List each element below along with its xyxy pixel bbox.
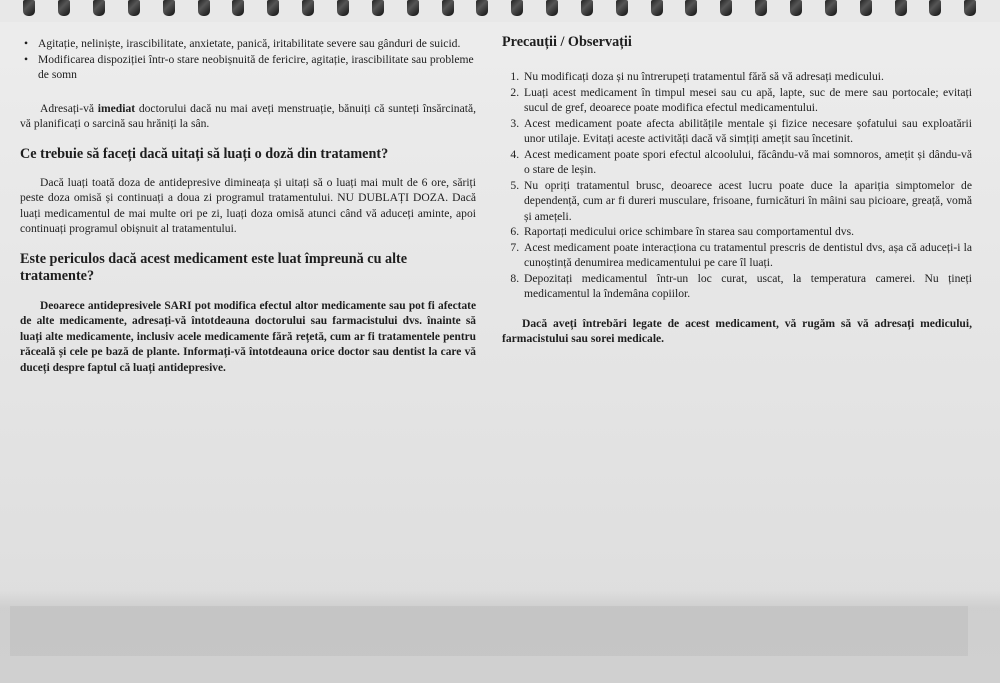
binding-ring [407,0,419,16]
binding-ring [476,0,488,16]
binding-ring [163,0,175,16]
section-heading-precautions: Precauții / Observații [502,34,632,50]
binding-ring [651,0,663,16]
section-heading-interactions: Este periculos dacă acest medicament este luat împreună cu alte tratamente? [20,250,408,284]
contact-paragraph: Dacă aveți întrebări legate de acest medicament, vă rugăm să vă adresați medicului, farmacistului sau sorei medicale. [502,316,972,345]
list-item: • Modificarea dispoziției într-o stare neobișnuită de fericire, agitație, irascibilitate sau probleme de somn [38,52,476,83]
binding-ring [93,0,105,16]
binding-ring [128,0,140,16]
binding-ring [929,0,941,16]
section-heading-missed-dose: Ce trebuie să faceți dacă uitați să luați o doză din tratament? [20,145,389,162]
binding-ring [685,0,697,16]
binding-ring [755,0,767,16]
list-item: 7. Acest medicament poate interacționa cu tratamentul prescris de dentistul dvs, așa că aduceți-i la cunoștință denumirea medicamentului pe care îl luați. [522,240,972,271]
binding-ring [302,0,314,16]
list-item: 5. Nu opriți tratamentul brusc, deoarece acest lucru poate duce la apariția simptomelor de dependență, cum ar fi dureri musculare, frisoane, furnicături în mâini sau picioare, greață, vomă și amețeli. [522,178,972,225]
binding-ring [895,0,907,16]
binding-ring [790,0,802,16]
binding-ring [58,0,70,16]
binding-ring [267,0,279,16]
binding-ring [511,0,523,16]
binding-ring [232,0,244,16]
list-item: 8. Depozitați medicamentul într-un loc curat, uscat, la temperatura camerei. Nu țineți medicamentul la îndemâna copiilor. [522,271,972,302]
binding-ring [442,0,454,16]
list-item: 6. Raportați medicului orice schimbare în starea sau comportamentul dvs. [522,224,972,240]
paragraph-text: doctorului dacă nu mai aveți menstruație, bănuiți că sunteți însărcinată, vă planificați o sarcină sau hrăniți la sân. [20,101,476,130]
emphasis-text: imediat [97,101,136,115]
binding-ring [616,0,628,16]
interactions-paragraph: Deoarece antidepresivele SARI pot modifica efectul altor medicamente sau pot fi afectate de alte medicamente, adresați-vă întotdeauna doctorului sau farmacistului dvs. înainte să luați alte medicamente, inclusiv acele medicamente fără rețetă, cum ar fi tratamentele pentru răceală și cele pe bază de plante. Informați-vă întotdeauna orice doctor sau dentist la care vă duceți despre faptul că luați antidepresive. [20,299,476,374]
left-column [20,30,476,376]
bleed-through-band [10,606,968,656]
binding-ring [825,0,837,16]
binding-ring [581,0,593,16]
binding-ring [546,0,558,16]
missed-dose-paragraph: Dacă luați toată doza de antidepresive dimineața și uitați să o luați mai mult de 6 ore, săriți peste doza omisă și continuați a doua zi programul tratamentului. NU DUBLAȚI DOZA. Dacă luați medicamentul de mai multe ori pe zi, luați doza omisă atunci când vă aduceți aminte, apoi continuați programul obișnuit al tratamentului. [20,175,476,235]
binding-ring [860,0,872,16]
binding-ring [720,0,732,16]
list-item: 3. Acest medicament poate afecta abilitățile mentale și fizice necesare șofatului sau exploatării unor utilaje. Evitați aceste activități dacă vă simțiți amețit sau încetinit. [522,116,972,147]
list-item: 2. Luați acest medicament în timpul mesei sau cu apă, lapte, suc de mere sau portocale; evitați sucul de gref, deoarece poate modifica efectul medicamentului. [522,85,972,116]
right-column [502,30,972,347]
list-item: 4. Acest medicament poate spori efectul alcoolului, făcându-vă mai somnoros, amețit și dându-vă o stare de leșin. [522,147,972,178]
precautions-list [502,69,972,302]
pregnancy-paragraph [20,101,476,132]
binding-ring [198,0,210,16]
binding-ring [964,0,976,16]
binding-ring [23,0,35,16]
symptom-list [20,36,476,83]
binding-ring [337,0,349,16]
binding-ring [372,0,384,16]
paragraph-text: Adresați-vă [40,101,98,115]
spiral-binding [0,0,1000,22]
list-item: • Agitație, neliniște, irascibilitate, anxietate, panică, iritabilitate severe sau gânduri de suicid. [38,36,476,52]
list-item: 1. Nu modificați doza și nu întrerupeți tratamentul fără să vă adresați medicului. [522,69,972,85]
